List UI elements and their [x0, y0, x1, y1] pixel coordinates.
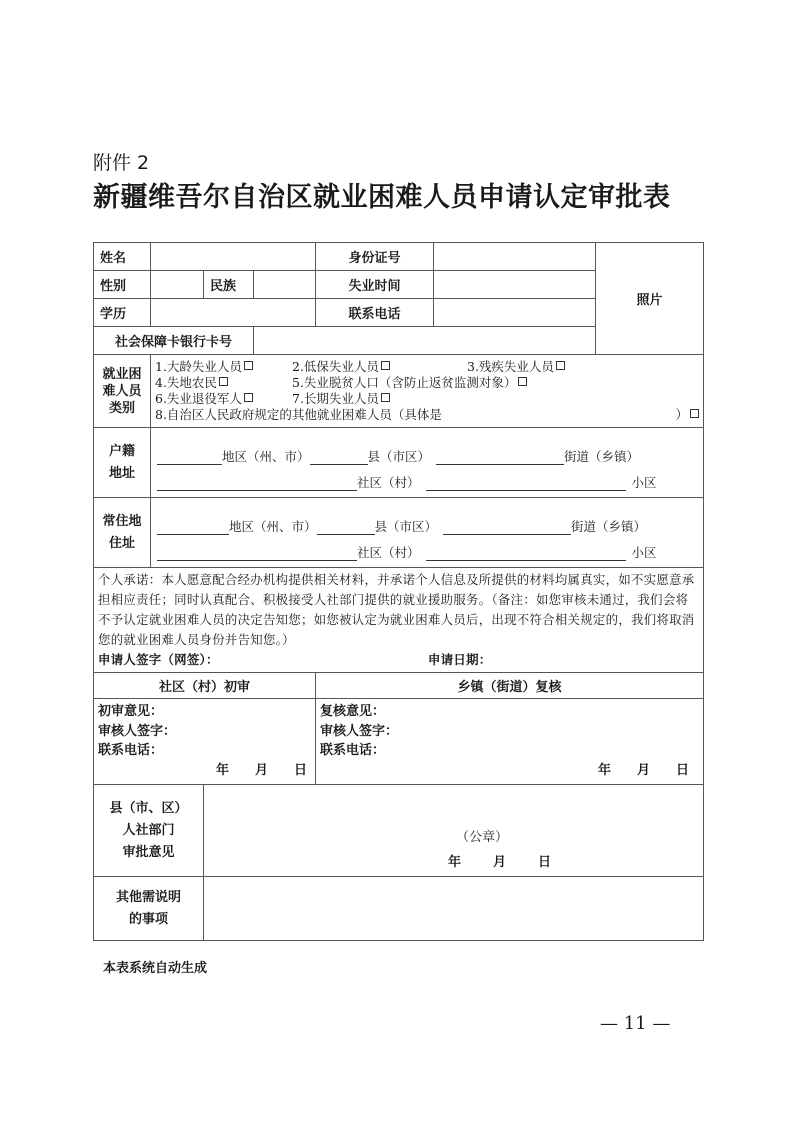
auto-generated-note: 本表系统自动生成 [103, 961, 208, 976]
checkbox[interactable] [556, 361, 565, 370]
other-matters-label-line: 的事项 [128, 911, 168, 927]
residence-county-input[interactable] [317, 520, 375, 535]
residence-county-label: 县（市区） [374, 518, 438, 534]
photo-label: 照片 [636, 293, 663, 308]
education-label: 学历 [94, 299, 151, 327]
category-option-8-end[interactable]: ） [676, 407, 700, 423]
other-matters-label-line: 其他需说明 [115, 889, 181, 905]
household-address-label-line: 户籍 [108, 443, 135, 459]
checkbox[interactable] [244, 393, 253, 402]
applicant-signature-label[interactable]: 申请人签字（网签）： [98, 652, 219, 667]
category-option-4[interactable]: 4.失地农民 [155, 375, 292, 391]
month-label: 月 [254, 762, 268, 778]
day-label: 日 [538, 855, 552, 870]
category-option-1[interactable]: 1.大龄失业人员 [155, 359, 292, 375]
gender-field[interactable] [151, 271, 204, 299]
form-title: 新疆维吾尔自治区就业困难人员申请认定审批表 [93, 182, 671, 213]
personal-promise [94, 568, 704, 673]
county-approval-label-line: 县（市、区） [109, 800, 188, 816]
education-field[interactable] [151, 299, 316, 327]
community-signer-label: 审核人签字： [98, 723, 177, 739]
checkbox[interactable] [381, 393, 390, 402]
residence-region-input[interactable] [157, 520, 229, 535]
residence-region-label: 地区（州、市） [229, 518, 317, 534]
community-review-box[interactable] [94, 699, 316, 785]
checkbox[interactable] [690, 409, 699, 418]
community-review-header: 社区（村）初审 [94, 673, 316, 699]
residence-street-label: 街道（乡镇） [571, 518, 647, 534]
category-option-7[interactable]: 7.长期失业人员 [292, 391, 390, 407]
checkbox[interactable] [219, 377, 228, 386]
year-label: 年 [215, 762, 229, 778]
id-number-label: 身份证号 [316, 243, 434, 271]
household-county-label: 县（市区） [367, 448, 431, 464]
household-community-label: 社区（村） [357, 474, 420, 490]
checkbox[interactable] [244, 361, 253, 370]
category-label-line: 类别 [108, 400, 135, 416]
other-matters-box[interactable] [204, 877, 704, 941]
bank-card-label: 社会保障卡银行卡号 [94, 327, 254, 355]
township-phone-label: 联系电话： [320, 743, 386, 758]
unemployed-time-field[interactable] [434, 271, 596, 299]
category-label-line: 就业困 [102, 366, 142, 382]
residence-street-input[interactable] [443, 520, 571, 535]
bank-card-field[interactable] [254, 327, 596, 355]
household-county-input[interactable] [310, 450, 368, 465]
id-number-field[interactable] [434, 243, 596, 271]
county-approval-label-line: 审批意见 [122, 844, 175, 860]
checkbox[interactable] [381, 361, 390, 370]
official-seal-label: （公章） [456, 830, 509, 845]
promise-text: 个人承诺：本人愿意配合经办机构提供相关材料，并承诺个人信息及所提供的材料均属真实，如不实愿意承担相应责任；同时认真配合、积极接受人社部门提供的就业援助服务。（备注：如您审核未通过，我们会将不予认定就业困难人员的决定告知您；如您被认定为就业困难人员后，出现不符合相关规定的，我们将取消您的就业困难人员身份并告知您。） [98, 572, 695, 647]
community-opinion-label: 初审意见： [98, 704, 164, 719]
household-compound-input[interactable] [426, 476, 626, 491]
category-label-line: 难人员 [102, 383, 142, 399]
year-label: 年 [597, 762, 611, 778]
category-option-2[interactable]: 2.低保失业人员 [292, 359, 467, 375]
ethnicity-label: 民族 [204, 271, 254, 299]
day-label: 日 [676, 762, 690, 778]
residence-address-label-line: 住址 [108, 535, 135, 551]
month-label: 月 [493, 855, 507, 870]
day-label: 日 [294, 762, 308, 778]
ethnicity-field[interactable] [254, 271, 316, 299]
page-number: — 11 — [600, 1013, 671, 1034]
township-opinion-label: 复核意见： [320, 704, 386, 719]
township-signer-label: 审核人签字： [320, 723, 399, 739]
attachment-label: 附件 2 [93, 152, 150, 174]
residence-compound-label: 小区 [631, 544, 657, 560]
household-address-label [94, 428, 151, 498]
category-options [151, 355, 704, 428]
application-date-label[interactable]: 申请日期： [428, 652, 492, 667]
household-region-label: 地区（州、市） [222, 448, 310, 464]
residence-address-label [94, 498, 151, 568]
residence-community-label: 社区（村） [357, 544, 420, 560]
phone-label: 联系电话 [316, 299, 434, 327]
unemployed-time-label: 失业时间 [316, 271, 434, 299]
household-community-input[interactable] [157, 476, 357, 491]
application-form [93, 242, 704, 941]
other-matters-label [94, 877, 204, 941]
name-label: 姓名 [94, 243, 151, 271]
name-field[interactable] [151, 243, 316, 271]
residence-address-fields [151, 498, 704, 568]
residence-address-label-line: 常住地 [102, 513, 142, 529]
household-region-input[interactable] [157, 450, 222, 465]
household-compound-label: 小区 [631, 474, 657, 490]
phone-field[interactable] [434, 299, 596, 327]
township-review-box[interactable] [316, 699, 704, 785]
county-approval-box[interactable] [204, 785, 704, 877]
residence-compound-input[interactable] [426, 546, 626, 561]
checkbox[interactable] [518, 377, 527, 386]
gender-label: 性别 [94, 271, 151, 299]
county-approval-label [94, 785, 204, 877]
category-option-6[interactable]: 6.失业退役军人 [155, 391, 292, 407]
month-label: 月 [636, 762, 650, 778]
category-option-3[interactable]: 3.残疾失业人员 [467, 359, 565, 375]
category-option-8[interactable]: 8.自治区人民政府规定的其他就业困难人员（具体是 [155, 407, 442, 422]
household-street-label: 街道（乡镇） [564, 448, 640, 464]
residence-community-input[interactable] [157, 546, 357, 561]
year-label: 年 [448, 855, 462, 870]
household-street-input[interactable] [436, 450, 564, 465]
category-option-5[interactable]: 5.失业脱贫人口（含防止返贫监测对象） [292, 375, 527, 391]
household-address-fields [151, 428, 704, 498]
category-label [94, 355, 151, 428]
county-approval-label-line: 人社部门 [122, 822, 175, 838]
community-phone-label: 联系电话： [98, 743, 164, 758]
township-review-header: 乡镇（街道）复核 [316, 673, 704, 699]
household-address-label-line: 地址 [108, 465, 135, 481]
photo-box[interactable] [596, 243, 704, 355]
